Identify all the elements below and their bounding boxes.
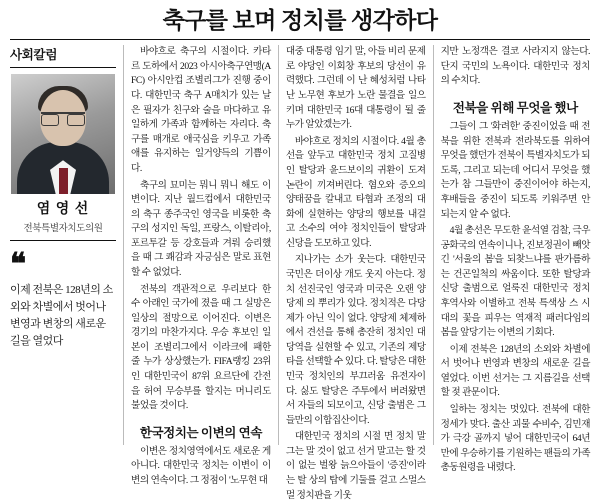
portrait-tie <box>59 168 68 194</box>
paragraph: 그들이 그 '화려한' 중진이었을 때 전북을 위한 전북과 전라북도를 위하여 무엇을 했던가 전북이 특별자치도가 되도록, 그리고 되는데 어디서 무엇을 했는가 참 그들만이 중진이어야 하는지, 후배들을 중진이 되도록 키워주면 안 되는지 알 수 없다. <box>440 121 591 220</box>
paragraph: 바야흐로 정치의 시절이다. 4월 총선을 앞두고 대한민국 정치 고질병인 탈당과 윤드보이의 귀환이 도져 논란이 끼져버린다. 혐오와 증오의 양태꿈을 칼내고 타협과 조정의 대화에 실현하는 양당의 행보를 내걸고 소수의 여야 정치인들이 탈당과 신당을 도모하고 있다. <box>285 135 426 249</box>
paragraph: 이제 전북은 128년의 소외와 차별에서 벗어나 번영과 변창의 새로운 길을 열었다. 이번 선거는 그 지름길을 선택할 젖 관문이다. <box>440 343 591 399</box>
author-title: 전북특별자치도의원 <box>10 220 116 241</box>
paragraph: 전북의 객관적으로 우리보다 한 수 아래인 국가에 졌을 때 그 실망은 일상의 절망으로 이어진다. 이변은 경기의 마찬가지다. 우승 후보인 일본이 조별리그에서 이라크에 패한 줄 누가 상상했는가. FIFA랭킹 23위인 대한민국이 87위 요르단에 간전을 허여 무승부를 할지는 머니리도 불었을 것이다. <box>131 283 271 412</box>
paragraph: 지만 노정객은 결코 사라지지 않는다. 단지 국민의 노욕이다. 대한민국 정치의 수치다. <box>440 46 591 87</box>
quote-mark-icon: ❝ <box>10 248 27 282</box>
paragraph: 대중 대통령 임기 말, 아들 비리 문제로 야당인 이회창 후보의 당선이 유력했다. 그런데 이 난 혜성처럼 나타난 노무현 후보가 노란 물결을 일으키며 대한민국 16대 대통령이 될 줄 누가 알았겠는가. <box>285 46 426 131</box>
paragraph: 바야흐로 축구의 시절이다. 카타르 도하에서 2023 아시아축구연맹(AFC) 아시안컵 조별리그가 진행 중이다. 대한민국 축구 A매치가 있는 날은 필자가 친구와 술을 마다하고 유일하게 가족과 함께하는 자리다. 축구를 매개로 애국심을 키우고 가족애를 유지하는 일거양득의 기쁨이다. <box>131 46 271 174</box>
author-name: 염 영 선 <box>36 202 90 218</box>
column-three <box>279 45 434 501</box>
paragraph: 4월 총선은 무도한 윤석열 검찰, 극우 공화국의 연속이니나, 진보정권이 빼앗긴 '서울의 봄'을 되찾느냐를 판가름하는 건곤일척의 싸움이다. 또한 탈당과 신당 출범으로 얼룩진 대한민국 정치 후역사와 이별하고 전북 특색상 스 시대의 꽃을 피우는 역재적 패러다임의 봄을 앞당기는 이변의 기회다. <box>440 225 591 339</box>
paragraph: 축구의 묘미는 뭐니 뭐니 해도 이변이다. 지난 월드컵에서 대한민국의 축구 종주국인 영국을 비롯한 축구의 성지인 독일, 프랑스, 이탈리아, 포르투갈 등 강호들과 겨뤄 승리했을 때 그 쾌감과 자긍심은 말로 표현할 수 없었다. <box>131 179 271 278</box>
headline-area <box>10 6 590 40</box>
author-portrait <box>11 74 115 194</box>
paragraph: 대한민국 정치의 시절 면 정치 말그는 말 것이 없고 선거 말고는 할 것이 없는 벌왕 늙으아들이 '증진'이라는 탈 상의 탑에 기둘를 걸고 스멀스멀 정치판을 기웃 <box>285 431 426 501</box>
section-kicker: 사회칼럼 <box>10 45 116 68</box>
paragraph: 지나가는 소가 웃는다. 대한민국 국민은 더이상 개도 웃지 아는다. 정치 선진국인 영국과 미국은 오랜 양당제 의 뿌리가 있다. 정치적은 다당제가 아닌 익이 없다. 양당제 체제하에서 견선을 통해 총잔히 정치인 대당역을 실현할 수 있고, 기존의 제당타을 선택할 수 있다. 다. 탈당은 대한민국 정치인의 부끄러움 유전자이다. 싫도 탈당은 주투에서 버려왔면서 자들의 되모이고, 신당 출범은 그들만의 이합집산이다. <box>285 254 426 426</box>
pull-quote: 이제 전북은 128년의 소외와 차별에서 벗어나 변영과 변창의 새로운 길을 열었다 <box>10 284 113 348</box>
column-four <box>434 45 591 474</box>
paragraph: 이변은 정치영역에서도 새로운 게 아니다. 대한민국 정치는 이변이 이변의 연속이다. 그 정점이 '노무현 대 <box>131 445 271 486</box>
page-title: 축구를 보며 정치를 생각하다 <box>162 8 438 33</box>
glasses-icon <box>41 112 85 126</box>
sub-headline: 전북을 위해 무엇을 했나 <box>452 101 578 116</box>
column-two <box>124 45 279 486</box>
article-columns <box>10 45 591 501</box>
column-byline <box>10 45 124 445</box>
paragraph: 일하는 정치는 멋있다. 전북에 대한 정세가 맞다. 출산 괴물 수비수, 김민재가 극강 골까지 넣어 대한민국이 64년만에 우승하기를 기원하는 팬들의 가족 총동원령을 내렸다. <box>440 404 591 474</box>
sub-headline: 한국정치는 이변의 연속 <box>139 425 263 440</box>
